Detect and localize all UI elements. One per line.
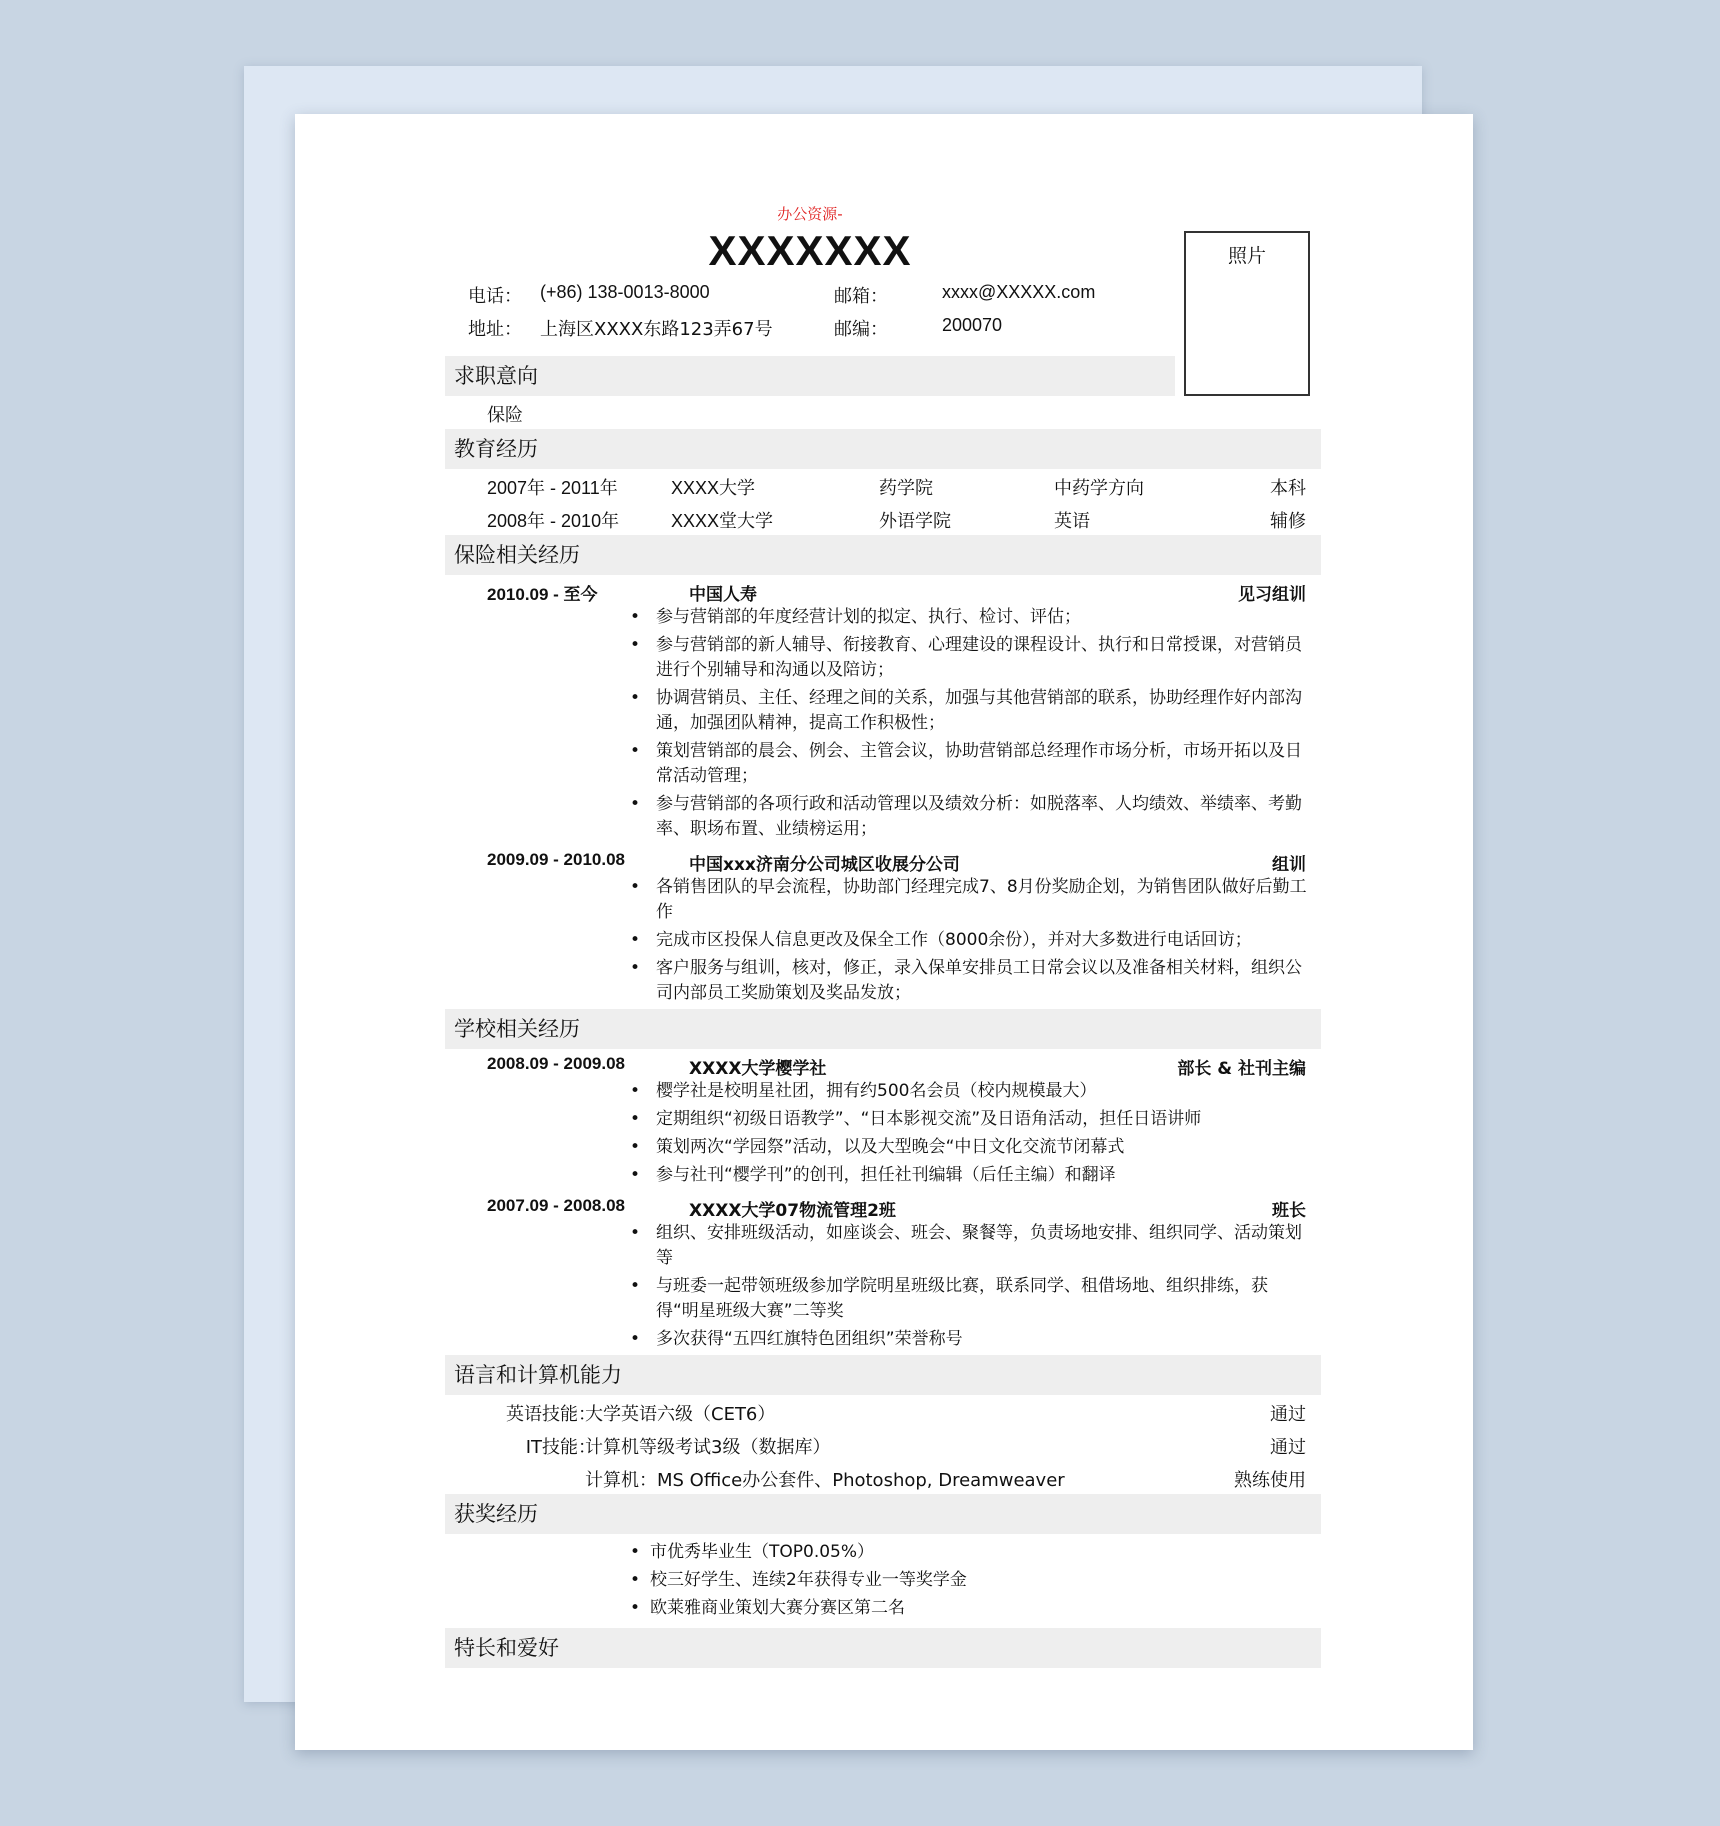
- skill-row: [445, 1428, 1321, 1461]
- edu-degree: 辅修: [1270, 511, 1306, 532]
- bullet-icon: •: [630, 930, 641, 950]
- source-tag: 办公资源-: [777, 205, 843, 223]
- bullet-icon: •: [630, 1137, 641, 1157]
- education-row: [445, 469, 1321, 502]
- objective-value: 保险: [487, 405, 523, 426]
- bullet-icon: •: [630, 1570, 641, 1590]
- list-item: • 策划营销部的晨会、例会、主管会议，协助营销部总经理作市场分析，市场开拓以及日常活动管理；: [630, 741, 1302, 786]
- list-item: • 多次获得“五四红旗特色团组织”荣誉称号: [630, 1327, 1310, 1352]
- job-org: XXXX大学07物流管理2班: [689, 1201, 896, 1221]
- bullet-icon: •: [630, 958, 641, 978]
- section-hobbies-title: 特长和爱好: [445, 1628, 1321, 1668]
- bullet-icon: •: [630, 1081, 641, 1101]
- edu-degree: 本科: [1270, 478, 1306, 499]
- job-bullets: [630, 605, 1310, 842]
- section-awards-title: 获奖经历: [445, 1494, 1321, 1534]
- edu-college: 药学院: [879, 478, 933, 499]
- job-bullets: [630, 875, 1310, 1006]
- skill-level: 通过: [1270, 1404, 1306, 1425]
- phone-value: (+86) 138-0013-8000: [540, 282, 710, 302]
- list-item: • 校三好学生、连续2年获得专业一等奖学金: [630, 1568, 1321, 1593]
- skill-row: [445, 1395, 1321, 1428]
- email-label: 邮箱：: [834, 286, 888, 307]
- phone-label: 电话：: [468, 286, 522, 307]
- skill-level: 通过: [1270, 1437, 1306, 1458]
- edu-major: 英语: [1054, 511, 1090, 532]
- list-item: • 各销售团队的早会流程，协助部门经理完成7、8月份奖励企划，为销售团队做好后勤工作: [630, 877, 1307, 922]
- resume-page: [295, 114, 1473, 1750]
- job-org: XXXX大学樱学社: [689, 1059, 827, 1079]
- resume-sections: [445, 356, 1321, 1668]
- list-item: • 协调营销员、主任、经理之间的关系，加强与其他营销部的联系，协助经理作好内部沟通，加强团队精神，提高工作积极性；: [630, 688, 1302, 733]
- bullet-icon: •: [630, 794, 641, 814]
- list-item: • 参与营销部的年度经营计划的拟定、执行、检讨、评估；: [630, 605, 1310, 630]
- skill-label: 英语技能：: [506, 1404, 596, 1425]
- bullet-icon: •: [630, 607, 641, 627]
- list-item: • 策划两次“学园祭”活动，以及大型晚会“中日文化交流节闭幕式: [630, 1135, 1310, 1160]
- job-org: 中国人寿: [689, 585, 757, 605]
- skill-row: [445, 1461, 1321, 1494]
- zip-label: 邮编：: [834, 319, 888, 340]
- resume-header: [445, 204, 1175, 274]
- candidate-name: XXXXXXX: [708, 227, 912, 274]
- edu-period: 2007年 - 2011年: [487, 478, 618, 498]
- list-item: • 组织、安排班级活动，如座谈会、班会、聚餐等，负责场地安排、组织同学、活动策划等: [630, 1223, 1302, 1268]
- skill-label: IT技能：: [525, 1437, 596, 1458]
- job-header: [445, 1049, 1321, 1079]
- bullet-icon: •: [630, 688, 641, 708]
- job-period: 2008.09 - 2009.08: [487, 1054, 626, 1073]
- list-item: • 市优秀毕业生（TOP0.05%）: [630, 1540, 1321, 1565]
- bullet-icon: •: [630, 1598, 641, 1618]
- edu-major: 中药学方向: [1054, 478, 1144, 499]
- address-label: 地址：: [468, 319, 522, 340]
- section-skills-title: 语言和计算机能力: [445, 1355, 1321, 1395]
- job-role: 部长 & 社刊主编: [1177, 1059, 1306, 1079]
- section-insurance-title: 保险相关经历: [445, 535, 1321, 575]
- job-period: 2007.09 - 2008.08: [487, 1196, 626, 1215]
- bullet-icon: •: [630, 1542, 641, 1562]
- bullet-icon: •: [630, 1329, 641, 1349]
- job-role: 班长: [1272, 1201, 1306, 1221]
- list-item: • 参与营销部的新人辅导、衔接教育、心理建设的课程设计、执行和日常授课，对营销员进行个别辅导和沟通以及陪访；: [630, 635, 1302, 680]
- job-org: 中国xxx济南分公司城区收展分公司: [689, 855, 960, 875]
- job-role: 组训: [1272, 855, 1306, 875]
- awards-list: [630, 1534, 1321, 1628]
- section-school-title: 学校相关经历: [445, 1009, 1321, 1049]
- skill-level: 熟练使用: [1234, 1470, 1306, 1491]
- address-value: 上海区XXXX东路123弄67号: [540, 319, 773, 340]
- email-value: xxxx@XXXXX.com: [942, 282, 1096, 302]
- zip-value: 200070: [942, 315, 1003, 335]
- job-period: 2009.09 - 2010.08: [487, 850, 626, 869]
- contact-info: [445, 278, 1175, 344]
- education-row: [445, 502, 1321, 535]
- skill-desc: 计算机等级考试3级（数据库）: [585, 1437, 831, 1458]
- skill-desc: 大学英语六级（CET6）: [585, 1404, 776, 1425]
- list-item: • 樱学社是校明星社团，拥有约500名会员（校内规模最大）: [630, 1079, 1310, 1104]
- list-item: • 客户服务与组训，核对，修正，录入保单安排员工日常会议以及准备相关材料，组织公司内部员工奖励策划及奖品发放；: [630, 958, 1302, 1003]
- list-item: • 完成市区投保人信息更改及保全工作（8000余份），并对大多数进行电话回访；: [630, 928, 1310, 953]
- list-item: • 参与营销部的各项行政和活动管理以及绩效分析：如脱落率、人均绩效、举绩率、考勤率、职场布置、业绩榜运用；: [630, 794, 1302, 839]
- edu-school: XXXX大学: [671, 478, 756, 498]
- bullet-icon: •: [630, 1165, 641, 1185]
- bullet-icon: •: [630, 741, 641, 761]
- list-item: • 定期组织“初级日语教学”、“日本影视交流”及日语角活动，担任日语讲师: [630, 1107, 1310, 1132]
- bullet-icon: •: [630, 1223, 641, 1243]
- job-period: 2010.09 - 至今: [487, 585, 598, 604]
- job-bullets: [630, 1221, 1310, 1352]
- bullet-icon: •: [630, 635, 641, 655]
- job-header: [445, 575, 1321, 605]
- bullet-icon: •: [630, 1109, 641, 1129]
- list-item: • 参与社刊“樱学刊”的创刊，担任社刊编辑（后任主编）和翻译: [630, 1163, 1310, 1188]
- edu-college: 外语学院: [879, 511, 951, 532]
- section-objective-title: 求职意向: [445, 356, 1175, 396]
- list-item: • 欧莱雅商业策划大赛分赛区第二名: [630, 1596, 1321, 1621]
- bullet-icon: •: [630, 877, 641, 897]
- photo-label: 照片: [1227, 245, 1266, 267]
- list-item: • 与班委一起带领班级参加学院明星班级比赛，联系同学、租借场地、组织排练，获得“明星班级大赛”二等奖: [630, 1276, 1268, 1321]
- edu-school: XXXX堂大学: [671, 511, 774, 531]
- job-header: [445, 1191, 1321, 1221]
- job-bullets: [630, 1079, 1310, 1188]
- edu-period: 2008年 - 2010年: [487, 511, 620, 531]
- job-header: [445, 845, 1321, 875]
- bullet-icon: •: [630, 1276, 641, 1296]
- objective-row: [445, 396, 1321, 429]
- section-education-title: 教育经历: [445, 429, 1321, 469]
- contact-row: [445, 278, 1175, 311]
- contact-row: [445, 311, 1175, 344]
- job-role: 见习组训: [1238, 585, 1306, 605]
- skill-desc: 计算机：MS Office办公套件、Photoshop, Dreamweaver: [585, 1470, 1065, 1491]
